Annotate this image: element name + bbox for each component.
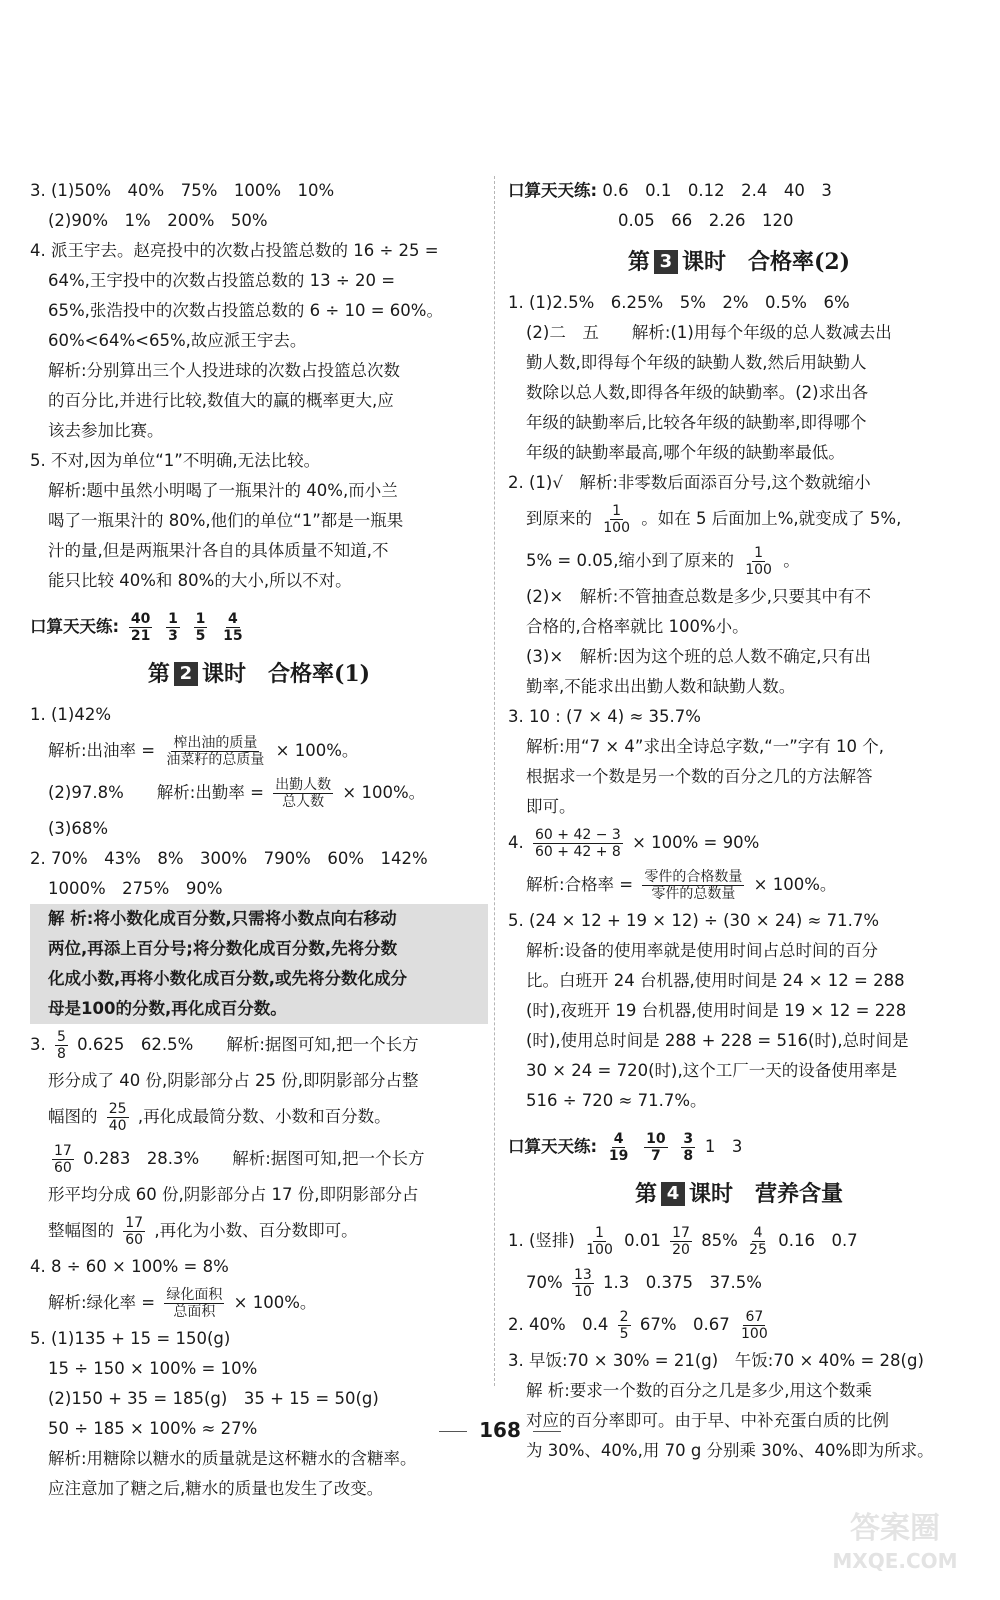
- watermark-logo: [820, 1500, 970, 1580]
- s2-q3-line-2: 形分成了 40 份,阴影部分占 25 份,即阴影部分占整: [48, 1071, 419, 1090]
- q5-analysis-1: 解析:题中虽然小明喝了一瓶果汁的 40%,而小兰: [48, 481, 398, 500]
- mental-math-label: 口算天天练:: [508, 1137, 598, 1156]
- fraction: $\frac{1}{100}$: [603, 503, 630, 536]
- s3-q2-line-4: (2)× 解析:不管抽查总数是多少,只要其中有不: [526, 587, 872, 606]
- watermark-url: MXQE.COM: [832, 1549, 958, 1573]
- s2-q1-analysis: 解析:出油率 = $\frac{\text{榨出油的质量}}{\text{油菜籽的总质量}}$ × 100%。: [48, 735, 359, 768]
- s2-q4: 4. 8 ÷ 60 × 100% = 8%: [30, 1257, 229, 1276]
- q3-line-2: (2)90% 1% 200% 50%: [48, 211, 268, 230]
- s3-q2-line-7: 勤率,不能求出出勤人数和缺勤人数。: [526, 677, 796, 696]
- fraction: $\frac{40}{21}$: [130, 611, 151, 644]
- s2-q1-part2: (2)97.8% 解析:出勤率 = $\frac{\text{出勤人数}}{\text{总人数}}$ × 100%。: [48, 777, 426, 810]
- s2-q5-line-4: 50 ÷ 185 × 100% ≈ 27%: [48, 1419, 258, 1438]
- s3-q1-line-2: (2)二 五 解析:(1)用每个年级的总人数减去出: [526, 323, 892, 342]
- s3-q1-line-1: 1. (1)2.5% 6.25% 5% 2% 0.5% 6%: [508, 293, 850, 312]
- s3-q2-line-3: 5% = 0.05,缩小到了原来的 $\frac{1}{100}$ 。: [526, 545, 800, 578]
- fraction: $\frac{10}{7}$: [646, 1131, 666, 1164]
- fraction: $\frac{25}{40}$: [108, 1101, 127, 1134]
- s2-q5-line-2: 15 ÷ 150 × 100% = 10%: [48, 1359, 258, 1378]
- s4-q1-line-1: 1. (竖排) $\frac{1}{100}$ 0.01 $\frac{17}{20}$ 85% $\frac{4}{25}$ 0.16 0.7: [508, 1225, 858, 1258]
- s3-q1-line-5: 年级的缺勤率后,比较各年级的缺勤率,即得哪个: [526, 413, 867, 432]
- lesson-number-badge: 3: [654, 250, 678, 274]
- s3-q1-line-3: 勤人数,即得每个年级的缺勤人数,然后用缺勤人: [526, 353, 867, 372]
- s3-q4-analysis: 解析:合格率 = $\frac{\text{零件的合格数量}}{\text{零件的总数量}}$ × 100%。: [526, 869, 837, 902]
- fraction: $\frac{1}{100}$: [745, 545, 772, 578]
- s3-q5-analysis-3: (时),夜班开 19 台机器,使用时间是 19 × 12 = 228: [526, 1001, 907, 1020]
- s2-q2-line-2: 1000% 275% 90%: [48, 879, 223, 898]
- s3-q5-analysis-6: 516 ÷ 720 ≈ 71.7%。: [526, 1091, 707, 1110]
- fraction: $\frac{\text{绿化面积}}{\text{总面积}}$: [166, 1287, 223, 1320]
- s4-q3-analysis-2: 对应的百分率即可。由于早、中补充蛋白质的比例: [526, 1411, 889, 1430]
- q4-line-1: 4. 派王宇去。赵亮投中的次数占投篮总数的 16 ÷ 25 =: [30, 241, 439, 260]
- s3-q2-line-2: 到原来的 $\frac{1}{100}$ 。如在 5 后面加上%,就变成了 5%,: [526, 503, 902, 536]
- s3-q5: 5. (24 × 12 + 19 × 12) ÷ (30 × 24) ≈ 71.7%: [508, 911, 880, 930]
- s2-q2-analysis-3: 化成小数,再将小数化成百分数,或先将分数化成分: [30, 964, 488, 994]
- s3-q3-analysis-2: 根据求一个数是另一个数的百分之几的方法解答: [526, 767, 873, 786]
- mental-math-2: 口算天天练: $\frac{4}{19}$ $\frac{10}{7}$ $\frac{3}{8}$ 1 3: [508, 1131, 743, 1164]
- fraction: $\frac{4}{15}$: [223, 611, 243, 644]
- s2-q2-analysis-1: 解 析:将小数化成百分数,只需将小数点向右移动: [30, 904, 488, 934]
- q4-line-2: 64%,王宇投中的次数占投篮总数的 13 ÷ 20 =: [48, 271, 396, 290]
- s3-q4: 4. $\frac{60 + 42 - 3}{60 + 42 + 8}$ × 100% = 90%: [508, 827, 760, 860]
- s2-q2-analysis-2: 两位,再添上百分号;将分数化成百分数,先将分数: [30, 934, 488, 964]
- s2-q1: 1. (1)42%: [30, 705, 112, 724]
- s3-q2-line-6: (3)× 解析:因为这个班的总人数不确定,只有出: [526, 647, 872, 666]
- q5-analysis-4: 能只比较 40%和 80%的大小,所以不对。: [48, 571, 352, 590]
- s3-q5-analysis-2: 比。白班开 24 台机器,使用时间是 24 × 12 = 288: [526, 971, 905, 990]
- fraction: $\frac{4}{19}$: [608, 1131, 629, 1164]
- s2-q5-line-1: 5. (1)135 + 15 = 150(g): [30, 1329, 231, 1348]
- fraction: $\frac{3}{8}$: [683, 1131, 694, 1164]
- fraction: $\frac{60 + 42 - 3}{60 + 42 + 8}$: [535, 827, 621, 860]
- mental-math-1: [30, 606, 488, 648]
- fraction: $\frac{17}{60}$: [54, 1143, 72, 1176]
- left-column: [30, 176, 488, 1504]
- s3-q5-analysis-4: (时),使用总时间是 288 + 228 = 516(时),总时间是: [526, 1031, 909, 1050]
- fraction: $\frac{1}{100}$: [586, 1225, 613, 1258]
- mental-math-label: 口算天天练:: [508, 181, 598, 200]
- q5-analysis-2: 喝了一瓶果汁的 80%,他们的单位“1”都是一瓶果: [48, 511, 404, 530]
- s3-q3-analysis-1: 解析:用“7 × 4”求出全诗总字数,“一”字有 10 个,: [526, 737, 885, 756]
- s2-q3b-line-2: 形平均分成 60 份,阴影部分占 17 份,即阴影部分占: [48, 1185, 419, 1204]
- lesson-number-badge: 2: [174, 662, 198, 686]
- s2-q3b: $\frac{17}{60}$ 0.283 28.3% 解析:据图可知,把一个长方: [54, 1143, 425, 1176]
- s2-q5-line-3: (2)150 + 35 = 185(g) 35 + 15 = 50(g): [48, 1389, 379, 1408]
- s2-q5-analysis-2: 应注意加了糖之后,糖水的质量也发生了改变。: [48, 1479, 384, 1498]
- fraction: $\frac{67}{100}$: [741, 1309, 768, 1342]
- fraction: $\frac{13}{10}$: [573, 1267, 592, 1300]
- s2-q3: 3. $\frac{5}{8}$ 0.625 62.5% 解析:据图可知,把一个长方: [30, 1029, 419, 1062]
- s4-q2: 2. 40% 0.4 $\frac{2}{5}$ 67% 0.67 $\frac{67}{100}$: [508, 1309, 768, 1342]
- fraction: $\frac{5}{8}$: [57, 1029, 66, 1062]
- s4-q3-analysis-3: 为 30%、40%,用 70 g 分别乘 30%、40%即为所求。: [526, 1441, 934, 1460]
- s3-q3: 3. 10 : (7 × 4) ≈ 35.7%: [508, 707, 701, 726]
- s3-q1-line-4: 数除以总人数,即得各年级的缺勤率。(2)求出各: [526, 383, 869, 402]
- fraction: $\frac{1}{5}$: [195, 611, 206, 644]
- q4-line-4: 60%<64%<65%,故应派王宇去。: [48, 331, 307, 350]
- q3-line-1: 3. (1)50% 40% 75% 100% 10%: [30, 181, 335, 200]
- s2-q2-analysis-4: 母是100的分数,再化成百分数。: [30, 994, 488, 1024]
- s3-q1-line-6: 年级的缺勤率最高,哪个年级的缺勤率最低。: [526, 443, 845, 462]
- fraction: $\frac{\text{榨出油的质量}}{\text{油菜籽的总质量}}$: [166, 735, 265, 768]
- s4-q3: 3. 早饭:70 × 30% = 21(g) 午饭:70 × 40% = 28(g): [508, 1351, 924, 1370]
- mental-math-0-line-1: 口算天天练: 0.6 0.1 0.12 2.4 40 3: [508, 181, 832, 200]
- s3-q5-analysis-1: 解析:设备的使用率就是使用时间占总时间的百分: [526, 941, 879, 960]
- s2-q1-part3: (3)68%: [48, 819, 109, 838]
- mental-math-0-line-2: 0.05 66 2.26 120: [618, 211, 794, 230]
- s3-q2-line-5: 合格的,合格率就比 100%小。: [526, 617, 749, 636]
- s2-q3b-line-3: 整幅图的 $\frac{17}{60}$ ,再化为小数、百分数即可。: [48, 1215, 358, 1248]
- right-column: [508, 176, 970, 1466]
- column-divider: [494, 176, 495, 1386]
- page-number: 168: [479, 1418, 521, 1442]
- fraction: $\frac{17}{20}$: [672, 1225, 690, 1258]
- mental-math-label: 口算天天练:: [30, 617, 120, 636]
- s3-q2-line-1: 2. (1)√ 解析:非零数后面添百分号,这个数就缩小: [508, 473, 871, 492]
- lesson-number-badge: 4: [661, 1182, 685, 1206]
- s3-q3-analysis-3: 即可。: [526, 797, 576, 816]
- s2-q4-analysis: 解析:绿化率 = $\frac{\text{绿化面积}}{\text{总面积}}$ × 100%。: [48, 1287, 317, 1320]
- q5-analysis-3: 汁的量,但是两瓶果汁各自的具体质量不知道,不: [48, 541, 389, 560]
- watermark-text: 答案圈: [850, 1511, 940, 1546]
- fraction: $\frac{\text{出勤人数}}{\text{总人数}}$: [275, 777, 332, 810]
- s2-q5-analysis-1: 解析:用糖除以糖水的质量就是这杯糖水的含糖率。: [48, 1449, 417, 1468]
- s4-q1-line-2: 70% $\frac{13}{10}$ 1.3 0.375 37.5%: [526, 1267, 762, 1300]
- q4-analysis-3: 该去参加比赛。: [48, 421, 164, 440]
- s4-q3-analysis-1: 解 析:要求一个数的百分之几是多少,用这个数乘: [526, 1381, 873, 1400]
- fraction: $\frac{2}{5}$: [619, 1309, 629, 1342]
- page-number-footer: [0, 1418, 1000, 1442]
- s2-q2-line-1: 2. 70% 43% 8% 300% 790% 60% 142%: [30, 849, 428, 868]
- q4-analysis-2: 的百分比,并进行比较,数值大的赢的概率更大,应: [48, 391, 394, 410]
- section-heading-3: 第 3 课时 合格率(2): [627, 249, 851, 275]
- s3-q5-analysis-5: 30 × 24 = 720(时),这个工厂一天的设备使用率是: [526, 1061, 898, 1080]
- section-heading-4: 第 4 课时 营养含量: [634, 1181, 844, 1207]
- q4-line-3: 65%,张浩投中的次数占投篮总数的 6 ÷ 10 = 60%。: [48, 301, 443, 320]
- fraction: $\frac{17}{60}$: [125, 1215, 144, 1248]
- q4-analysis-1: 解析:分别算出三个人投进球的次数占投篮总次数: [48, 361, 401, 380]
- fraction: $\frac{\text{零件的合格数量}}{\text{零件的总数量}}$: [644, 869, 743, 902]
- fraction: $\frac{1}{3}$: [168, 611, 178, 644]
- section-heading-2: 第 2 课时 合格率(1): [147, 661, 371, 687]
- q5-line: 5. 不对,因为单位“1”不明确,无法比较。: [30, 451, 321, 470]
- s2-q3-line-3: 幅图的 $\frac{25}{40}$ ,再化成最简分数、小数和百分数。: [48, 1101, 391, 1134]
- fraction: $\frac{4}{25}$: [749, 1225, 767, 1258]
